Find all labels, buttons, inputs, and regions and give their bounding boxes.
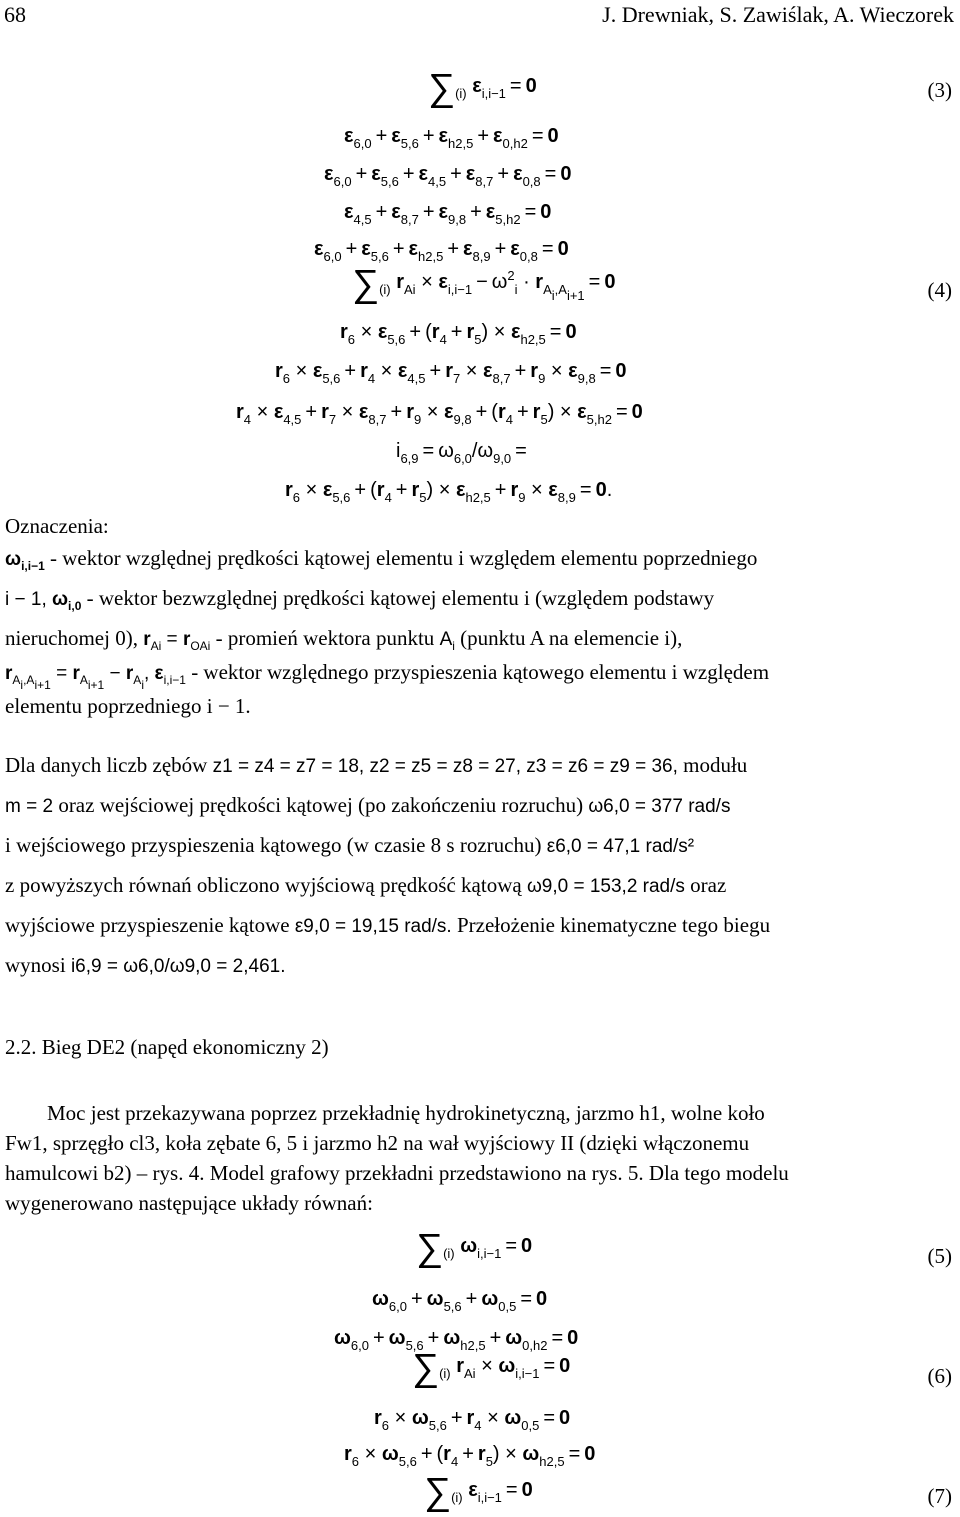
body-line-1: Moc jest przekazywana poprzez przekładnię hydrokinetyczną, jarzmo h1, wolne koło: [47, 1101, 765, 1125]
equation-6a: $\sum_{(i)}$ $r_{Ai} \times \omega_{i,i-1} = 0$: [412, 1347, 571, 1389]
results-line-5: wyjściowe przyspieszenie kątowe ε9,0 = 19,15 rad/s. Przełożenie kinematyczne tego biegu: [5, 913, 771, 937]
equation-7a: $\sum_{(i)}$ $\varepsilon_{i,i-1} = 0$: [424, 1471, 533, 1513]
equation-4b: $r_6 \times \varepsilon_{5,6} + (r_4 + r_5) \times \varepsilon_{h2,5} = 0$: [340, 321, 577, 347]
equation-4c: $r_6 \times \varepsilon_{5,6} + r_4 \times \varepsilon_{4,5} + r_7 \times \varepsilon_{8,7} + r_9 \times \varepsilon_{9,8} = 0$: [275, 360, 627, 386]
equation-4f: $r_6 \times \varepsilon_{5,6} + (r_4 + r_5) \times \varepsilon_{h2,5} + r_9 \times \varepsilon_{8,9} = 0$.: [285, 479, 613, 505]
running-head-authors: J. Drewniak, S. Zawiślak, A. Wieczorek: [602, 2, 954, 27]
legend-line-5: elementu poprzedniego i − 1.: [5, 693, 251, 718]
equation-5c: $\omega_{6,0} + \omega_{5,6} + \omega_{h2,5} + \omega_{0,h2} = 0$: [334, 1327, 579, 1353]
legend-line-1-text: - wektor względnej prędkości kątowej elementu i względem elementu poprzedniego: [50, 546, 758, 570]
results-paragraph: [5, 746, 955, 986]
legend-block: [5, 510, 955, 722]
legend-line-4: $r_{A_i,A_{i+1}} = r_{A_{i+1}} - r_{A_i}$, $\varepsilon_{i,i-1}$ - wektor względnego przyspieszenia kątowego elementu i względem: [5, 659, 770, 692]
legend-line-1: $\omega_{i,i-1}$ - wektor względnej prędkości kątowej elementu i względem elementu poprzedniego: [5, 546, 758, 573]
results-line-4: z powyższych równań obliczono wyjściową prędkość kątową ω9,0 = 153,2 rad/s oraz: [5, 873, 727, 897]
equation-6b: $r_6 \times \omega_{5,6} + r_4 \times \omega_{0,5} = 0$: [374, 1407, 571, 1433]
equation-3e: $\varepsilon_{6,0} + \varepsilon_{5,6} + \varepsilon_{h2,5} + \varepsilon_{8,9} + \varepsilon_{0,8} = 0$: [314, 238, 569, 264]
equation-4d: $r_4 \times \varepsilon_{4,5} + r_7 \times \varepsilon_{8,7} + r_9 \times \varepsilon_{9,8} + (r_4 + r_5) \times \varepsilon_{5,h2} = 0$: [236, 401, 643, 427]
section-heading: 2.2. Bieg DE2 (napęd ekonomiczny 2): [5, 1035, 329, 1059]
body-line-3: hamulcowi b2) – rys. 4. Model grafowy przekładni przedstawiono na rys. 5. Dla tego modelu: [5, 1161, 789, 1185]
equation-3b: $\varepsilon_{6,0} + \varepsilon_{5,6} + \varepsilon_{h2,5} + \varepsilon_{0,h2} = 0$: [344, 125, 559, 151]
equation-4a: $\sum_{(i)}$ $r_{Ai} \times \varepsilon_{i,i-1} - \omega^2_i \cdot r_{A_i,A_{i+1}}= 0$: [352, 263, 616, 305]
equation-3d: $\varepsilon_{4,5} + \varepsilon_{8,7} + \varepsilon_{9,8} + \varepsilon_{5,h2} = 0$: [344, 201, 552, 227]
equation-6c: $r_6 \times \omega_{5,6} + (r_4 + r_5) \times \omega_{h2,5} = 0$: [344, 1443, 596, 1469]
equation-5b: $\omega_{6,0} + \omega_{5,6} + \omega_{0,5} = 0$: [372, 1288, 548, 1314]
equation-3c: $\varepsilon_{6,0} + \varepsilon_{5,6} + \varepsilon_{4,5} + \varepsilon_{8,7} + \varepsilon_{0,8} = 0$: [324, 163, 572, 189]
legend-heading: Oznaczenia:: [5, 514, 109, 538]
results-line-1: Dla danych liczb zębów z1 = z4 = z7 = 18, z2 = z5 = z8 = 27, z3 = z6 = z9 = 36, modułu: [5, 753, 748, 777]
equation-number-7: (7): [927, 1484, 952, 1508]
equation-number-5: (5): [927, 1244, 952, 1268]
body-line-4: wygenerowano następujące układy równań:: [5, 1191, 373, 1215]
equation-number-3: (3): [927, 78, 952, 102]
equation-5a: $\sum_{(i)}$ $\omega_{i,i-1} = 0$: [416, 1227, 533, 1269]
equation-number-6: (6): [927, 1364, 952, 1388]
equation-number-4: (4): [927, 278, 952, 302]
page-header: [0, 0, 960, 30]
body-line-2: Fw1, sprzęgło cl3, koła zębate 6, 5 i jarzmo h2 na wał wyjściowy II (dzięki włączonemu: [5, 1131, 750, 1155]
results-line-6: wynosi i6,9 = ω6,0/ω9,0 = 2,461.: [5, 953, 286, 977]
equation-3a: $\sum_{(i)}$ $\varepsilon_{i,i-1} = 0$: [428, 67, 537, 109]
body-paragraph: [5, 1098, 955, 1218]
legend-line-2: i − 1, $\omega_{i,0}$ - wektor bezwzględnej prędkości kątowej elementu i (względem podstawy: [5, 585, 715, 613]
equation-4e: $i_{6,9} = \omega_{6,0}/\omega_{9,0}$ =: [396, 440, 527, 466]
legend-line-3: nieruchomej 0), $r_{Ai} = r_{OAi}$ - promień wektora punktu $A_i$ (punktu A na elemencie i),: [5, 625, 683, 653]
page-number: 68: [4, 2, 26, 27]
results-line-2: m = 2 oraz wejściowej prędkości kątowej (po zakończeniu rozruchu) ω6,0 = 377 rad/s: [5, 793, 731, 817]
results-line-3: i wejściowego przyspieszenia kątowego (w czasie 8 s rozruchu) ε6,0 = 47,1 rad/s²: [5, 833, 695, 857]
